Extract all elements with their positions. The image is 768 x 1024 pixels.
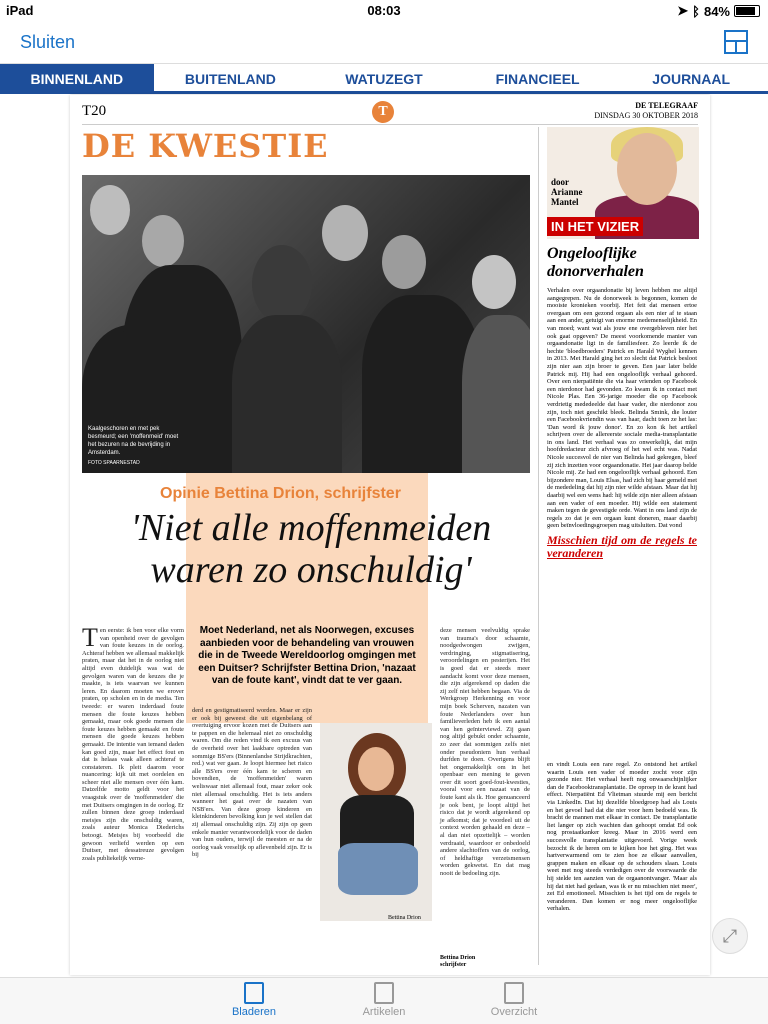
tab-overzicht[interactable] (479, 978, 549, 1024)
column-sidebar (538, 127, 698, 965)
layout-icon[interactable] (724, 30, 748, 54)
tab-bladeren[interactable] (219, 978, 289, 1024)
sidebar-body-2: en vindt Louis een rare regel. Zo ontstond het artikel waarin Louis een vader of moeder zocht voor zijn gezonde nier. Het verhaal heeft nog onwaarschijnlijker dan de Facebooktransplantatie. De oproep in de krant had effect. Nierpatiënt Ed Vlietman stuurde mij een bericht via LinkedIn. Dat hij dezelfde bloedgroep had als Louis en het gevoel had dat die nier voor hem bedoeld was. Ik bracht de mannen met elkaar in contact. De transplantatie liet langer op zich wachten dan gehoopt omdat Ed ook nog prostaatkanker kreeg. Maar in 2016 werd een succesvolle transplantatie uitgevoerd. Vorige week bezocht ik de heren om te kijken hoe het ging. Het was hartverwarmend om te zien hoe ze elkaar aanvallen, grappen maken en elkaar op de schouders slaan. Louis weet met nog steeds verdedigen over de voorwaarde die hij stelde ten aanzien van de orgaanontvanger. 'Maar als hij dat niet had gedaan, was ik er nu misschien niet meer', zei Ed emotioneel. Misschien is het tijd om de regels te veranderen. Dan komen er nog meer ongelooflijke verhalen. (547, 761, 697, 913)
device-label: iPad (6, 3, 34, 18)
section-tabs (0, 64, 768, 94)
article-column-1 (82, 623, 184, 862)
sidebar-body-text: Verhalen over orgaandonatie bij leven hebben me altijd aangegrepen. Nu de donorweek is begonnen, komen de mooiste kronieken voorbij. Het feit dat mensen ertoe overgaan om een gezond orgaan als een nier af te staan aan een ander, getuigt van enorme medemenselijkheid. En van moed; want wat als jouw ene overgebleven nier het ook gaat opgeven? De meest voorkomende manier van orgaandonatie ligt in de familiesfeer. Zo leerde ik de hechte 'bloedbroeders' Patrick en Harald Wyghel kennen in 2013. Met Harald ging het zo slecht dat Patrick besloot zijn nier aan zijn broer te geven. Een jaar later belde Patrick mij. Hij had een ongelooflijk verhaal gehoord. Over een nierpatiënte die via haar vrienden op Facebook een nierdonor had gevonden. Zo kwam ik in contact met Nicole Plas. Een 36-jarige moeder die op Facebook verdrietig mededeelde dat haar vader, die nierdonor zou zijn, toch niet geschikt bleek. Belinda Smink, die louter een Facebookvriendin was van haar, dacht toen ze het las: 'Dan word ik jouw donor'. En zo kon ik het artikel schrijven over de allereerste sociale media-transplantatie in ons land. Het verhaal was zo onwerkelijk, dat mijn hoofdredacteur zich afvroeg of het wel echt was. Nadat Nicole succesvol de nier van Belinda had gekregen, bleef zij zich inzetten voor orgaandonatie. Het jaar daarop belde Nicole mij. Ze had een ongelooflijk verhaal gehoord. Een bijzondere man, Louis Elsas, had zich bij haar gemeld met de mededeling dat hij zijn nier wilde afstaan. Maar dat hij daarbij wel een wens had: hij wilde zijn nier alleen afstaan aan een vader of een moeder. Hij wilde een statement maken tegen de gevestigde orde. Want in ons land zijn de regels zo dat je een orgaan kunt doneren, maar daarbij geen beïnvloedingsgroepen mag uitsluiten. Dat vond (547, 287, 697, 530)
paper-name: DE TELEGRAAF (635, 101, 698, 110)
page-number: T20 (82, 103, 107, 119)
sidebar-title: Ongelooflijke donorverhalen (547, 245, 644, 280)
bottom-tab-bar (0, 977, 768, 1024)
section-title: DE KWESTIE (82, 127, 329, 165)
article-column-2: derd en gestigmatiseerd worden. Maar er zijn er ook bij geweest die uit eigenbelang of overtuiging ervoor kozen met de Duitsers aan te pappen en die helemaal niet zo onschuldig waren. Om die reden vind ik een excuus van de overheid over het laakbare optreden van sommige BS'ers (Binnenlandse Strijdkrachten, red.) wat ver gaan. Je loopt hiermee het risico alle BS'ers over één kam te scheren en bovendien, de 'moffenmeiden' waren weliswaar niet allemaal fout, maar zeker ook niet allemaal onschuldig. Het is iets anders wanneer het gaat over de nazaten van NSB'ers. Van deze groep kinderen en kleinkinderen bevolking kun je wel stellen dat zij allemaal onschuldig zijn. Zij zijn op geen enkele manier verantwoordelijk voor de daden van hun ouders, terwijl de meesten er na de oorlog vaak vreselijk op aflevenbeld zijn. Er is bij (192, 707, 312, 859)
battery-percent: 84% (703, 3, 730, 19)
tab-artikelen-label: Artikelen (362, 1006, 406, 1018)
article-kicker: Opinie Bettina Drion, schrijfster (160, 485, 401, 502)
photo-caption (88, 425, 188, 467)
byline-name-1: Arianne (551, 187, 583, 197)
signature-role: schrijfster (440, 962, 467, 968)
article-intro: Moet Nederland, net als Noorwegen, excuses aanbieden voor de behandeling van vrouwen die in de Tweede Wereldoorlog omgingen met een Duitser? Schrijfster Bettina Drion, 'nazaat van de foute kant', vindt dat te ver gaan. (198, 625, 416, 686)
author-photo (320, 723, 432, 921)
tab-binnenland[interactable]: BINNENLAND (0, 64, 154, 91)
status-bar (0, 0, 768, 22)
sidebar-body (547, 287, 697, 564)
list-icon (374, 982, 394, 1004)
historic-photo (82, 175, 530, 473)
page-icon (244, 982, 264, 1004)
close-button[interactable]: Sluiten (20, 32, 76, 52)
status-right (677, 3, 760, 19)
photo-caption-text: Kaalgeschoren en met pek besmeurd; een 'moffenmeid' moet het bezuren na de bevrijding in Amsterdam. (88, 426, 179, 456)
paper-masthead (594, 101, 698, 121)
sidebar-subhead: Misschien tijd om de regels te veranderen (547, 533, 697, 560)
clock: 08:03 (367, 3, 401, 18)
grid-icon (504, 982, 524, 1004)
tab-financieel[interactable]: FINANCIEEL (495, 71, 580, 87)
rubric-badge: IN HET VIZIER (547, 217, 643, 236)
bluetooth-icon: ᛒ (692, 3, 700, 19)
column-1-text: en eerste: ik ben voor elke vorm van openheid over de gevolgen van foute keuzes in de oorlog. Achteraf hebben we allemaal makkelijk praten, maar dat het in de oorlog niet altijd even duidelijk was wat de gevolgen waren van de keuzes die je maakte, is iets waarvan we kunnen leren. En daarom moeten we erover praten, op scholen en in de media. Ten tweede: er waren inderdaad foute mensen die foute keuzes hebben gemaakt, maar ook goede mensen die foute keuzes hebben gemaakt en foute mensen die goede keuzes hebben gemaakt. De intentie van iemand daden kan goed zijn, maar het effect fout en dat is helaas vaak alleen achteraf te constateren. Ik pleit daarom voor nuancering: kijk uit met oordelen en scheer niet alle mensen over één kam. Datzelfde motto geldt voor het vraagstuk over de 'moffenmeiden' die met Duitsers omgingen in de oorlog. Er zullen binnen deze groep inderdaad meisjes zijn die onschuldig waren, zoals auteur Monica Diederichs betoogt. Meisjes bij voorbeeld die gewoon verliefd werden op een Duitser, met dessatreuze gevolgen zoals publiekelijk verne- (82, 627, 184, 862)
battery-icon (734, 5, 760, 17)
author-signature (440, 955, 475, 969)
photo-credit: FOTO SPAARNESTAD (88, 460, 140, 466)
tab-journaal[interactable]: JOURNAAL (652, 71, 731, 87)
telegraaf-logo-icon: T (372, 101, 394, 123)
article-headline: 'Niet alle moffenmeiden waren zo onschuldig' (130, 507, 492, 591)
newspaper-page[interactable] (70, 95, 710, 975)
tab-buitenland[interactable]: BUITENLAND (184, 71, 276, 87)
tab-artikelen[interactable] (349, 978, 419, 1024)
byline (551, 177, 583, 207)
dropcap: T (82, 623, 98, 652)
tab-watuzegt[interactable]: WATUZEGT (345, 71, 423, 87)
byline-name-2: Mantel (551, 197, 579, 207)
byline-door: door (551, 177, 569, 187)
page-header (82, 101, 698, 125)
tab-overzicht-label: Overzicht (490, 1006, 538, 1018)
nav-bar (0, 22, 768, 64)
paper-date: DINSDAG 30 OKTOBER 2018 (594, 111, 698, 120)
author-photo-caption: Bettina Drion (388, 915, 421, 921)
signature-name: Bettina Drion (440, 955, 476, 961)
location-icon: ➤ (677, 3, 689, 18)
tab-bladeren-label: Bladeren (231, 1006, 277, 1018)
article-column-3: deze mensen veelvuldig sprake van trauma's door schaamte, noodgedwongen zwijgen, verdringing, stigmatisering, veroordelingen en pesterijen. Het is goed dat er steeds meer aandacht komt voor deze mensen, die zijn afgerekend op daden die zij zelf niet hebben begaan. Via de Werkgroep Herkenning en voor mijn boek Scherven, nazaten van foute Nederlanders over hun familieverleden heb ik een aantal van hen geïnterviewd. Zij gaan nog altijd gebukt onder schaamte, zo zeer dat sommigen zelfs niet onder pseudoniem hun verhaal durfden te doen. Overigens blijft het ongemakkelijk om in het openbaar een mening te geven over dit soort goed-fout-kwesties, vooral voor een nazaat van de foute kant als ik. Hoe genuanceerd je ook bent, je loopt altijd het risico dat je wordt afgerekend op je afkomst; dat je voordeel uit de context worden gehaald en deze – al dan niet opzettelijk – worden verdraaid, waardoor er onbedoeld andere slachtoffers van de oorlog, of heldhaftige verzetsmensen worden gekwetst. En dat mag nooit de bedoeling zijn. (440, 627, 530, 877)
expand-icon[interactable]: ⤢ (712, 918, 748, 954)
